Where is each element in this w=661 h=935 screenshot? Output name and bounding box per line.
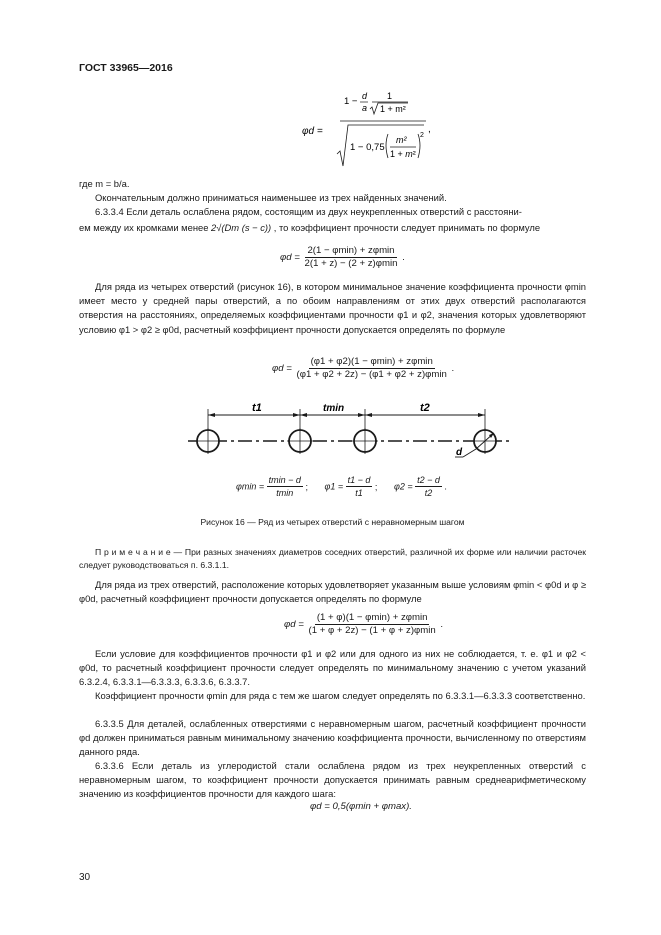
paragraph-final-value: Окончательным должно приниматься наименьшее из трех найденных значений. xyxy=(95,192,447,203)
formula-1-end: , xyxy=(428,124,431,135)
formula-3-end: . xyxy=(451,363,455,374)
formula-4-den: (1 + φ + 2z) − (1 + φ + z)φmin xyxy=(308,625,436,636)
formula-3 xyxy=(272,356,454,381)
formula-1-svg xyxy=(300,92,450,172)
figure-formulas xyxy=(236,474,447,499)
formula-2-end: . xyxy=(402,252,405,263)
formula-3-num: (φ1 + φ2)(1 − φmin) + zφmin xyxy=(310,356,433,367)
paragraph-6334-text-c: , то коэффициент прочности следует принимать по формуле xyxy=(273,222,541,233)
phi-1-num: t1 − d xyxy=(347,475,371,485)
note: П р и м е ч а н и е — При разных значениях диаметров соседних отверстий, различной их форме или наличии расточек следует руководствоваться п. 6.3.1.1. xyxy=(79,547,586,570)
phi-min-num: tmin − d xyxy=(268,475,301,485)
svg-text:m²: m² xyxy=(396,135,407,145)
formula-2-num: 2(1 − φmin) + zφmin xyxy=(307,245,395,256)
phi-2-den: t2 xyxy=(424,488,433,498)
formula-2-lhs: φd = xyxy=(280,252,300,263)
sep-2: ; xyxy=(374,481,378,492)
paragraph-three-holes: Для ряда из трех отверстий, расположение которых удовлетворяет указанным выше условиям φmin < φ0d и φ ≥ φ0d, расчетный коэффициент прочности допускается определять по формуле xyxy=(79,579,586,605)
formula-1-num-root: 1 + m² xyxy=(380,104,406,114)
phi-2-num: t2 − d xyxy=(417,475,440,485)
formula-1-num-a: 1 − xyxy=(344,96,358,107)
phi-min-den: tmin xyxy=(276,488,294,498)
paragraph-6334-line1: 6.3.3.4 Если деталь ослаблена рядом, состоящим из двух неукрепленных отверстий с расстояни- xyxy=(95,206,522,217)
paragraph-6334-root: 2√(Dm (s − c)) xyxy=(211,222,272,233)
document-header: ГОСТ 33965—2016 xyxy=(79,62,173,74)
paragraph-where: где m = b/a. xyxy=(79,178,130,189)
phi-1-den: t1 xyxy=(355,488,363,498)
phi-min-lhs: φmin = xyxy=(236,481,265,492)
paragraph-6335: 6.3.3.5 Для деталей, ослабленных отверстиями с неравномерным шагом, расчетный коэффициент прочности φd должен приниматься равным минимальному значению коэффициента прочности, вычисленному по отверстиям данного ряда. xyxy=(79,718,586,758)
label-t2: t2 xyxy=(420,402,430,414)
paragraph-6334-line2 xyxy=(79,221,586,235)
paragraph-phi-min: Коэффициент прочности φmin для ряда с тем же шагом следует определять по 6.3.3.1—6.3.3.3 соответственно. xyxy=(95,690,586,701)
figure-caption: Рисунок 16 — Ряд из четырех отверстий с неравномерным шагом xyxy=(200,517,465,527)
formula-1-num-dd: a xyxy=(362,103,368,113)
phi-1-lhs: φ1 = xyxy=(324,481,344,492)
formula-1 xyxy=(300,92,450,175)
label-t1: t1 xyxy=(252,402,262,414)
formula-5: φd = 0,5(φmin + φmax). xyxy=(310,801,412,812)
sep-1: ; xyxy=(305,481,308,492)
paragraph-6334-text-a: ем между их кромками менее xyxy=(79,222,209,233)
formula-4-lhs: φd = xyxy=(284,619,304,630)
formula-1-num-d: d xyxy=(362,92,368,101)
formula-2-den: 2(1 + z) − (2 + z)φmin xyxy=(304,258,398,269)
formula-3-den: (φ1 + φ2 + 2z) − (φ1 + φ2 + z)φmin xyxy=(296,369,447,380)
svg-text:1 − 0,75: 1 − 0,75 xyxy=(350,142,385,153)
figure-formula-end: . xyxy=(444,481,447,492)
svg-text:1 + m²: 1 + m² xyxy=(390,149,416,159)
formula-4-num: (1 + φ)(1 − φmin) + zφmin xyxy=(316,612,428,623)
formula-3-lhs: φd = xyxy=(272,363,292,374)
formula-1-num-one: 1 xyxy=(387,92,393,101)
label-d: d xyxy=(456,447,463,458)
paragraph-four-holes: Для ряда из четырех отверстий (рисунок 16), в котором минимальное значение коэффициента прочности φmin имеет место у средней пары отверстий, а по обоим направлениям от этих двух отверстий располагаются отверстия на расстояниях, определяемых коэффициентами прочности φ1 и φ2, значения которых удовлетворяют условию φ1 > φ2 ≥ φ0d, расчетный коэффициент прочности допускается определять по формуле xyxy=(79,281,586,335)
svg-text:2: 2 xyxy=(420,132,424,139)
formula-2 xyxy=(280,245,405,270)
paragraph-6336: 6.3.3.6 Если деталь из углеродистой стали ослаблена рядом из трех неукрепленных отверстий с неравномерным шагом, то коэффициент прочности допускается принимать равным среднеарифметическому значению из коэффициентов прочности для каждого шага: xyxy=(79,760,586,800)
formula-4-end: . xyxy=(440,619,444,630)
figure-16 xyxy=(180,395,520,475)
phi-2-lhs: φ2 = xyxy=(393,481,413,492)
page-number: 30 xyxy=(79,872,91,883)
paragraph-condition: Если условие для коэффициентов прочности φ1 и φ2 или для одного из них не соблюдается, т. е. φ1 и φ2 < φ0d, то расчетный коэффициент прочности следует определять по минимальному значению с учетом указаний 6.3.2.4, 6.3.3.1—6.3.3.3, 6.3.3.6, 6.3.3.7. xyxy=(79,648,586,688)
formula-1-lhs: φd = xyxy=(302,126,323,137)
label-tmin: tmin xyxy=(323,403,345,414)
formula-4 xyxy=(284,612,443,637)
